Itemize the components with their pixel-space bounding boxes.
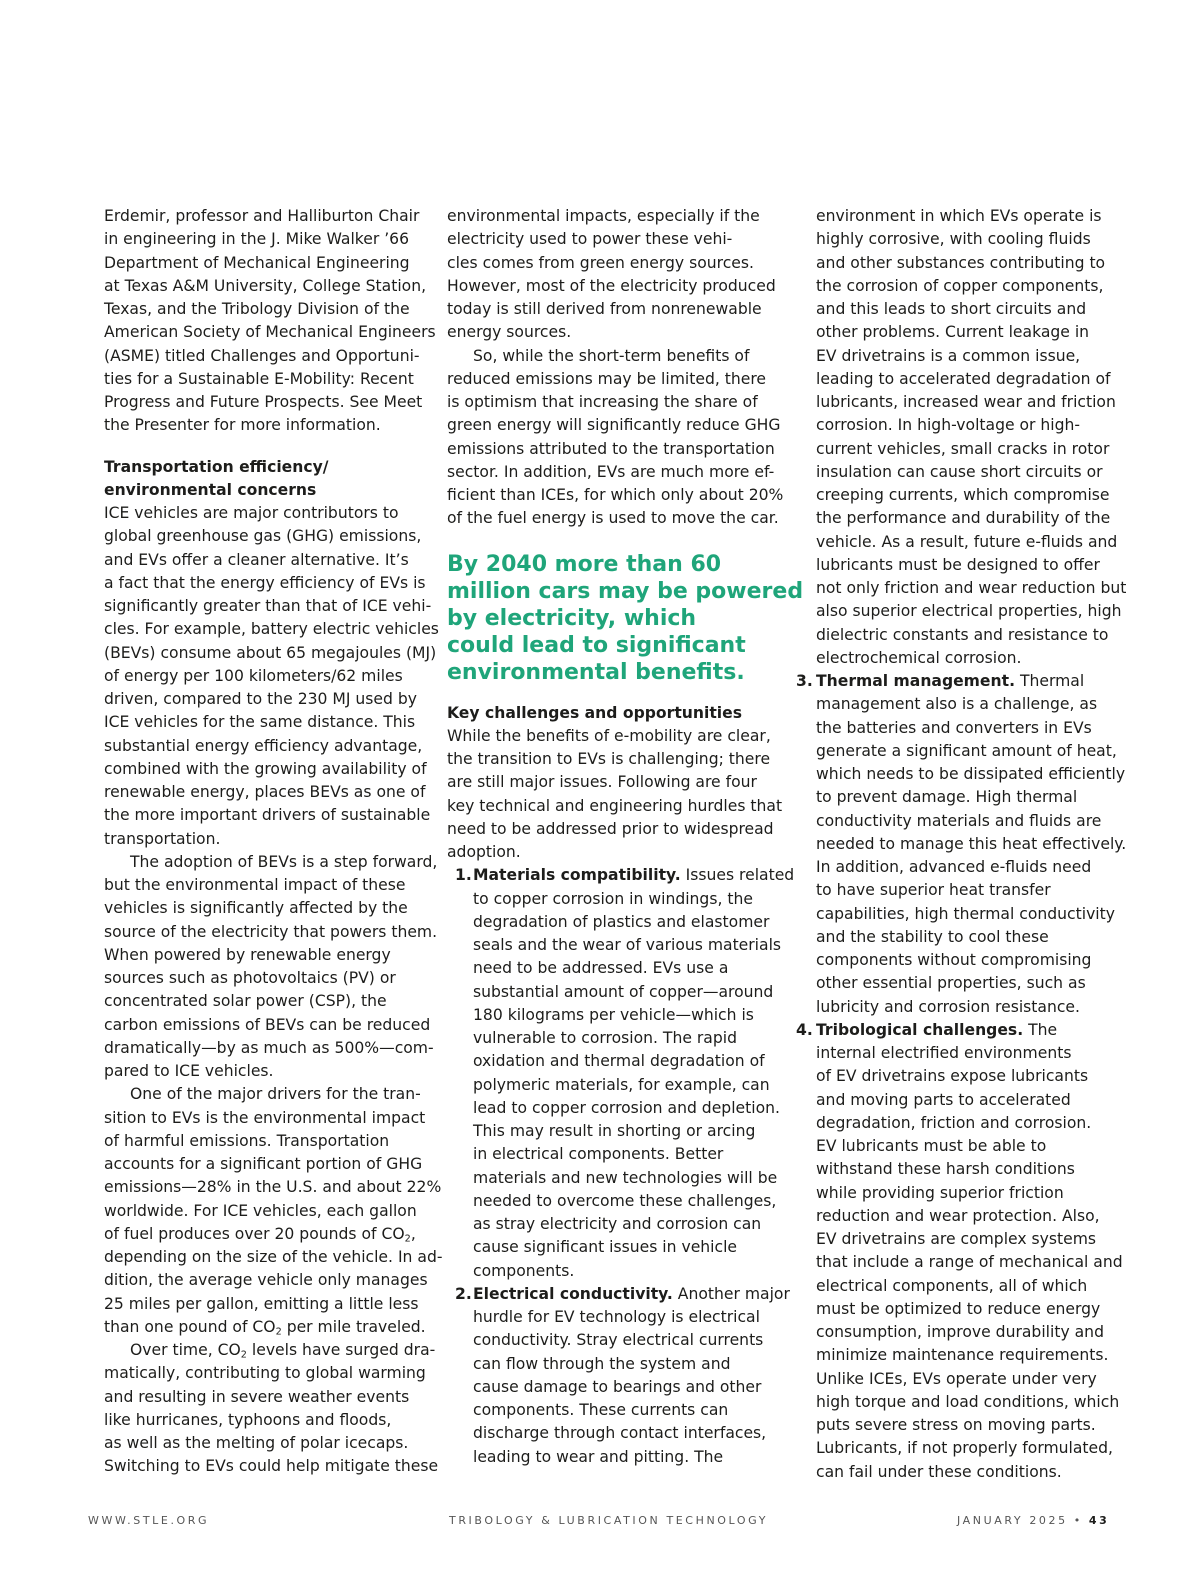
text-line: reduction and wear protection. Also, [816, 1206, 1100, 1225]
text-line: environmental benefits. [447, 659, 745, 685]
text-line: degradation of plastics and elastomer [473, 912, 770, 931]
text-line: cause significant issues in vehicle [473, 1238, 738, 1257]
text-line: environmental impacts, especially if the [447, 207, 760, 225]
text-line: accounts for a significant portion of GHG [104, 1155, 423, 1173]
text-line: substantial amount of copper—around [473, 982, 774, 1001]
text-line: hurdle for EV technology is electrical [473, 1308, 760, 1326]
text-line: dramatically—by as much as 500%—com- [104, 1038, 434, 1057]
text-line: By 2040 more than 60 [447, 551, 722, 577]
text-line: today is still derived from nonrenewable [447, 300, 762, 318]
text-line: carbon emissions of BEVs can be reduced [104, 1015, 431, 1034]
text-line: and other substances contributing to [816, 253, 1106, 272]
text-line: minimize maintenance requirements. [816, 1346, 1109, 1365]
text-line: need to be addressed. EVs use a [473, 959, 729, 978]
text-line: EV drivetrains are complex systems [816, 1230, 1097, 1248]
text-line: in electrical components. Better [473, 1145, 724, 1164]
text-line: The adoption of BEVs is a step forward, [130, 852, 438, 871]
text-line: must be optimized to reduce energy [816, 1299, 1101, 1318]
text-line: driven, compared to the 230 MJ used by [104, 690, 418, 708]
text-line: corrosion. In high-voltage or high- [816, 416, 1081, 435]
text-line: polymeric materials, for example, can [473, 1075, 770, 1094]
text-line: Texas, and the Tribology Division of the [104, 300, 410, 318]
text-line: can fail under these conditions. [816, 1462, 1062, 1481]
text-line: pared to ICE vehicles. [104, 1062, 274, 1080]
list-item-thermal-management: 3. Thermal management. Thermal management also is a challenge, as the batteries and converters in EVs generate a significant amount of heat, which needs to be dissipated efficiently to prevent damage. High thermal conductivity materials and fluids are needed to manage this heat effectively. In addition, advanced e-fluids need to have superior heat transfer capabilities, high thermal conductivity and the stability to cool these components without compromising other essential properties, such as lubricity and corrosion resistance. [816, 670, 1106, 1019]
text-line: cles. For example, battery electric vehicles [104, 620, 439, 639]
paragraph [816, 205, 1127, 670]
text-line: highly corrosive, with cooling fluids [816, 230, 1091, 249]
text-line: lead to copper corrosion and depletion. [473, 1098, 780, 1117]
text-line: However, most of the electricity produced [447, 276, 776, 295]
text-line: the Presenter for more information. [104, 416, 381, 435]
text-line: 180 kilograms per vehicle—which is [473, 1005, 754, 1024]
text-line: EV drivetrains is a common issue, [816, 346, 1081, 365]
text-line: environmental concerns [104, 480, 317, 499]
section-heading-key-challenges: Key challenges and opportunities [447, 703, 742, 722]
text-line: While the benefits of e-mobility are clear, [447, 726, 771, 745]
text-line: transportation. [104, 829, 221, 848]
text-line: reduced emissions may be limited, there [447, 369, 767, 388]
text-line: million cars may be powered [447, 578, 804, 604]
co2-line: of fuel produces over 20 pounds of $CO_2$, [104, 1224, 416, 1245]
text-line: of the fuel energy is used to move the car. [447, 509, 779, 528]
text-line: at Texas A&M University, College Station, [104, 276, 427, 295]
text-line: seals and the wear of various materials [473, 936, 782, 954]
text-line: (ASME) titled Challenges and Opportuni- [104, 346, 420, 365]
paragraph [104, 1339, 439, 1479]
text-line: discharge through contact interfaces, [473, 1424, 767, 1443]
text-line: concentrated solar power (CSP), the [104, 992, 387, 1011]
text-line: to prevent damage. High thermal [816, 788, 1078, 807]
co2-line: Over time, $CO_2$ levels have surged dra- [130, 1341, 436, 1361]
text-line: American Society of Mechanical Engineers [104, 323, 436, 342]
text-line: creeping currents, which compromise [816, 486, 1110, 504]
text-line: a fact that the energy efficiency of EVs is [104, 573, 426, 592]
text-line: 25 miles per gallon, emitting a little less [104, 1294, 419, 1313]
text-line: emissions attributed to the transportation [447, 439, 775, 458]
text-line: in engineering in the J. Mike Walker ’66 [104, 230, 410, 249]
text-line: materials and new technologies will be [473, 1168, 778, 1187]
text-line: green energy will significantly reduce GHG [447, 416, 781, 435]
text-line: electrochemical corrosion. [816, 648, 1022, 667]
text-line: adoption. [447, 843, 521, 861]
text-line: to copper corrosion in windings, the [473, 889, 753, 908]
footer-publication-title: TRIBOLOGY & LUBRICATION TECHNOLOGY [449, 1514, 769, 1527]
text-line: This may result in shorting or arcing [473, 1122, 756, 1140]
text-line: and resulting in severe weather events [104, 1387, 410, 1406]
text-line: current vehicles, small cracks in rotor [816, 439, 1110, 458]
article-column-2 [447, 205, 804, 1469]
text-line: sector. In addition, EVs are much more ef- [447, 462, 775, 481]
text-line: dition, the average vehicle only manages [104, 1271, 428, 1290]
text-line: consumption, improve durability and [816, 1323, 1104, 1341]
text-line: vehicles is significantly affected by the [104, 899, 408, 918]
text-line: Transportation efficiency/ [104, 457, 329, 476]
text-line: and EVs offer a cleaner alternative. It’s [104, 550, 409, 569]
text-line: ties for a Sustainable E-Mobility: Recent [104, 369, 414, 388]
text-line: Erdemir, professor and Halliburton Chair [104, 207, 420, 225]
paragraph [104, 1083, 443, 1339]
text-line: internal electrified environments [816, 1044, 1072, 1062]
text-line: withstand these harsh conditions [816, 1160, 1075, 1179]
text-line: significantly greater than that of ICE vehi- [104, 597, 432, 615]
text-line: also superior electrical properties, high [816, 602, 1122, 621]
text-line: lubricants, increased wear and friction [816, 393, 1116, 411]
text-line: the transition to EVs is challenging; there [447, 750, 771, 768]
text-line: while providing superior friction [816, 1183, 1064, 1202]
text-line: that include a range of mechanical and [816, 1253, 1123, 1272]
list-item-electrical-conductivity: 2. Electrical conductivity. Another major hurdle for EV technology is electrical conductivity. Stray electrical currents can flow through the system and cause damage to bearings and other components. These currents can discharge through contact interfaces, leading to wear and pitting. The [447, 1283, 765, 1469]
text-line: substantial energy efficiency advantage, [104, 736, 423, 755]
page-number: 43 [1088, 1514, 1110, 1527]
paragraph [447, 205, 776, 345]
text-line: ICE vehicles are major contributors to [104, 504, 399, 522]
text-line: vehicle. As a result, future e-fluids and [816, 532, 1118, 551]
text-line: Progress and Future Prospects. See Meet [104, 393, 423, 411]
footer-separator: • [1073, 1514, 1083, 1527]
text-line: lubricity and corrosion resistance. [816, 997, 1080, 1016]
text-line: is optimism that increasing the share of [447, 393, 758, 411]
text-line: other problems. Current leakage in [816, 323, 1090, 342]
text-line: needed to manage this heat effectively. [816, 834, 1127, 853]
text-line: could lead to significant [447, 632, 746, 658]
text-line: worldwide. For ICE vehicles, each gallon [104, 1201, 417, 1220]
text-line: electricity used to power these vehi- [447, 230, 733, 249]
text-line: by electricity, which [447, 605, 697, 631]
text-line: dielectric constants and resistance to [816, 625, 1109, 644]
text-line: Lubricants, if not properly formulated, [816, 1439, 1113, 1458]
text-line: In addition, advanced e-fluids need [816, 858, 1092, 876]
text-line: conductivity materials and fluids are [816, 811, 1102, 830]
text-line: Unlike ICEs, EVs operate under very [816, 1369, 1097, 1388]
text-line: components. [473, 1261, 575, 1280]
text-line: combined with the growing availability of [104, 759, 427, 778]
text-line: need to be addressed prior to widespread [447, 819, 774, 838]
text-line: Switching to EVs could help mitigate these [104, 1457, 439, 1476]
text-line: emissions—28% in the U.S. and about 22% [104, 1178, 442, 1197]
list-number: 2. [455, 1284, 472, 1303]
text-line: lubricants must be designed to offer [816, 555, 1100, 574]
text-line: the corrosion of copper components, [816, 276, 1104, 295]
text-line: management also is a challenge, as [816, 695, 1098, 714]
text-line: other essential properties, such as [816, 974, 1086, 993]
footer-website: WWW.STLE.ORG [88, 1514, 210, 1527]
text-line: When powered by renewable energy [104, 945, 391, 964]
text-line: the performance and durability of the [816, 509, 1111, 528]
text-line: depending on the size of the vehicle. In ad- [104, 1248, 443, 1266]
list-item-tribological-challenges: 4. Tribological challenges. The internal electrified environments of EV drivetrains expose lubricants and moving parts to accelerated degradation, friction and corrosion. EV lubricants must be able to withstand these harsh conditions while providing superior friction reduction and wear protection. Also, EV drivetrains are complex systems that include a range of mechanical and electrical components, all of which must be optimized to reduce energy consumption, improve durability and minimize maintenance requirements. Unlike ICEs, EVs operate under very high torque and load conditions, which puts severe stress on moving parts. Lubricants, if not properly formulated, can fail under these conditions. [816, 1019, 1106, 1484]
text-line: renewable energy, places BEVs as one of [104, 783, 426, 801]
intro-paragraph [104, 205, 436, 438]
text-line: high torque and load conditions, which [816, 1392, 1120, 1411]
text-line: (BEVs) consume about 65 megajoules (MJ) [104, 643, 437, 662]
text-line: as stray electricity and corrosion can [473, 1215, 762, 1233]
footer-date-page [957, 1514, 1109, 1527]
list-number: 3. [796, 672, 813, 690]
text-line: sources such as photovoltaics (PV) or [104, 969, 396, 987]
text-line: ICE vehicles for the same distance. This [104, 713, 416, 732]
list-number: 4. [796, 1020, 813, 1039]
text-line: leading to wear and pitting. The [473, 1447, 724, 1466]
text-line: of harmful emissions. Transportation [104, 1131, 390, 1150]
article-column-3 [796, 205, 1127, 1484]
text-line: of energy per 100 kilometers/62 miles [104, 666, 403, 685]
text-line: components. These currents can [473, 1401, 729, 1419]
text-line: conductivity. Stray electrical currents [473, 1331, 764, 1350]
text-line: to have superior heat transfer [816, 881, 1051, 900]
text-line: insulation can cause short circuits or [816, 462, 1103, 481]
text-line: and the stability to cool these [816, 927, 1049, 946]
text-line: capabilities, high thermal conductivity [816, 904, 1115, 923]
text-line: needed to overcome these challenges, [473, 1191, 777, 1210]
text-line: the more important drivers of sustainable [104, 806, 431, 825]
text-line: One of the major drivers for the tran- [130, 1085, 421, 1104]
text-line: electrical components, all of which [816, 1276, 1088, 1295]
text-line: sition to EVs is the environmental impact [104, 1108, 426, 1127]
text-line: which needs to be dissipated efficiently [816, 765, 1126, 783]
text-line: cause damage to bearings and other [473, 1377, 762, 1396]
text-line: So, while the short-term benefits of [473, 346, 750, 365]
text-line: environment in which EVs operate is [816, 207, 1102, 225]
paragraph [104, 502, 439, 851]
text-line: are still major issues. Following are four [447, 773, 757, 792]
text-line: puts severe stress on moving parts. [816, 1416, 1096, 1434]
footer-date: JANUARY 2025 [957, 1514, 1068, 1527]
text-line: but the environmental impact of these [104, 876, 406, 894]
text-line: oxidation and thermal degradation of [473, 1052, 765, 1071]
text-line: the batteries and converters in EVs [816, 718, 1092, 737]
text-line: like hurricanes, typhoons and floods, [104, 1410, 392, 1429]
text-line: can flow through the system and [473, 1354, 731, 1373]
paragraph [104, 851, 438, 1084]
paragraph [447, 345, 784, 531]
paragraph [447, 725, 783, 865]
text-line: matically, contributing to global warming [104, 1364, 426, 1383]
text-line: source of the electricity that powers them. [104, 922, 438, 941]
text-line: vulnerable to corrosion. The rapid [473, 1029, 737, 1047]
article-column-1 [104, 205, 443, 1479]
text-line: not only friction and wear reduction but [816, 579, 1127, 597]
text-line: ficient than ICEs, for which only about 20% [447, 486, 784, 504]
text-line: cles comes from green energy sources. [447, 253, 754, 272]
text-line: Department of Mechanical Engineering [104, 253, 410, 272]
text-line: energy sources. [447, 323, 572, 342]
text-line: of EV drivetrains expose lubricants [816, 1067, 1089, 1086]
text-line: and this leads to short circuits and [816, 300, 1087, 318]
text-line: generate a significant amount of heat, [816, 741, 1117, 760]
text-line: as well as the melting of polar icecaps. [104, 1434, 409, 1452]
list-item-materials-compatibility: 1. Materials compatibility. Issues related to copper corrosion in windings, the degradation of plastics and elastomer seals and the wear of various materials need to be addressed. EVs use a substantial amount of copper—around 180 kilograms per vehicle—which is vulnerable to corrosion. The rapid oxidation and thermal degradation of polymeric materials, for example, can lead to copper corrosion and depletion. This may result in shorting or arcing in electrical components. Better materials and new technologies will be needed to overcome these challenges, as stray electricity and corrosion can cause significant issues in vehicle components. [447, 864, 765, 1283]
co2-line: than one pound of $CO_2$ per mile traveled. [104, 1317, 426, 1338]
text-line: EV lubricants must be able to [816, 1137, 1047, 1155]
pull-quote [447, 551, 804, 686]
text-line: global greenhouse gas (GHG) emissions, [104, 527, 422, 546]
list-number: 1. [455, 866, 472, 885]
text-line: key technical and engineering hurdles that [447, 796, 783, 815]
text-line: leading to accelerated degradation of [816, 369, 1111, 388]
section-heading-transportation [104, 456, 420, 503]
text-line: components without compromising [816, 951, 1092, 969]
text-line: degradation, friction and corrosion. [816, 1113, 1092, 1132]
text-line: and moving parts to accelerated [816, 1090, 1071, 1109]
